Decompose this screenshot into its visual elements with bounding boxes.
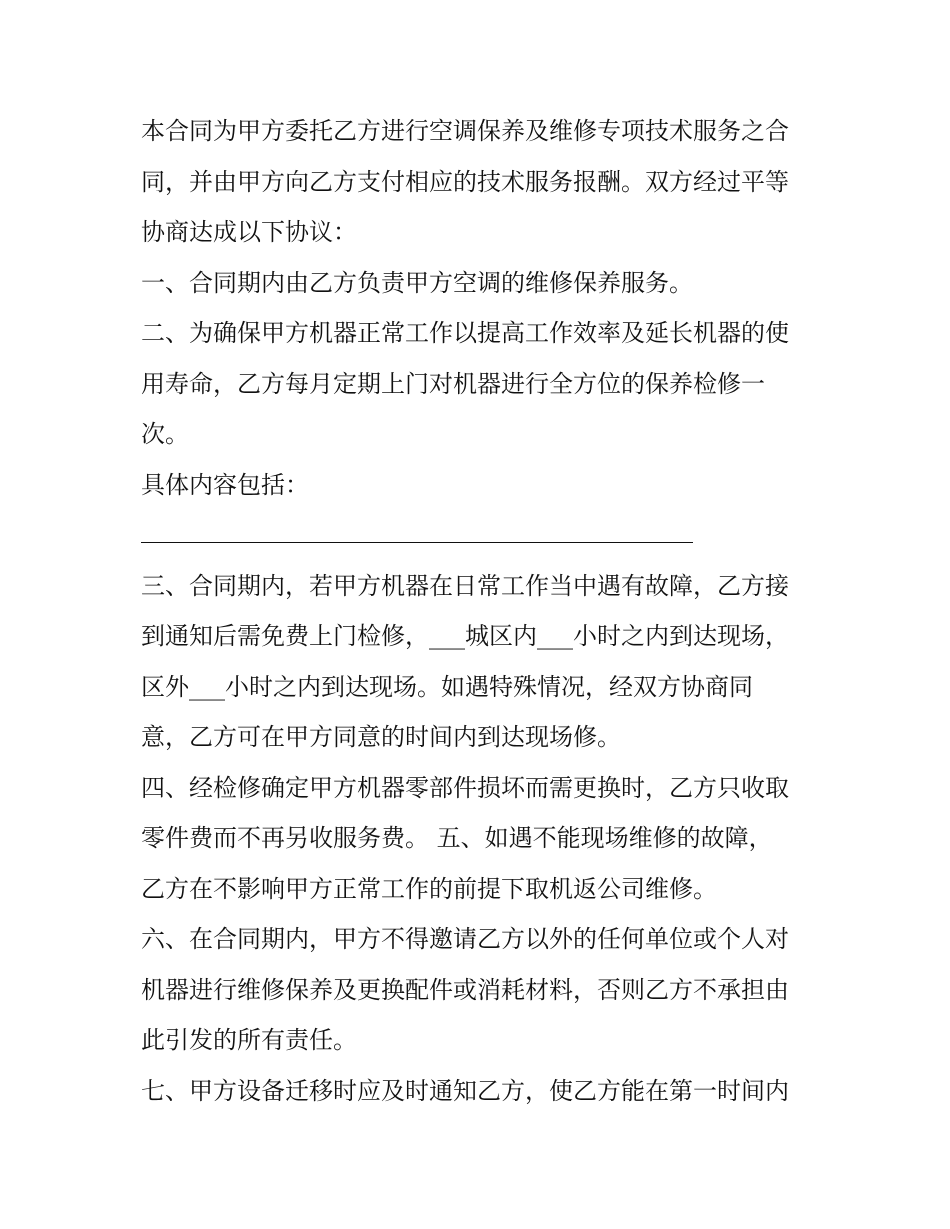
text-line: 协商达成以下协议： [141, 218, 357, 246]
clause-2: 二、为确保甲方机器正常工作以提高工作效率及延长机器的使 [141, 319, 789, 347]
text-line: 意，乙方可在甲方同意的时间内到达现场修。 [141, 723, 621, 751]
clause-7: 七、甲方设备迁移时应及时通知乙方，使乙方能在第一时间内 [141, 1076, 789, 1105]
clause-3: 三、合同期内，若甲方机器在日常工作当中遇有故障，乙方接 [141, 571, 789, 600]
text-line: 本合同为甲方委托乙方进行空调保养及维修专项技术服务之合 [141, 117, 789, 145]
clause-4: 四、经检修确定甲方机器零部件损坏而需更换时，乙方只收取 [141, 773, 789, 802]
text-line: 到通知后需免费上门检修，___城区内___小时之内到达现场， [141, 622, 789, 650]
underline-rule [141, 542, 693, 543]
text-line: 用寿命，乙方每月定期上门对机器进行全方位的保养检修一 [141, 369, 765, 398]
text-line: 此引发的所有责任。 [141, 1026, 357, 1054]
text-line: 区外___小时之内到达现场。如遇特殊情况，经双方协商同 [141, 672, 753, 701]
content-label: 具体内容包括： [141, 470, 309, 499]
clause-6: 六、在合同期内，甲方不得邀请乙方以外的任何单位或个人对 [141, 925, 789, 953]
clause-1: 一、合同期内由乙方负责甲方空调的维修保养服务。 [141, 268, 693, 297]
fill-in-blank-line [141, 510, 821, 561]
text-line: 机器进行维修保养及更换配件或消耗材料，否则乙方不承担由 [141, 975, 789, 1004]
text-line: 同，并由甲方向乙方支付相应的技术服务报酬。双方经过平等 [141, 167, 789, 196]
contract-body [141, 106, 821, 1116]
clause-5: 零件费而不再另收服务费。 五、如遇不能现场维修的故障， [141, 824, 773, 852]
text-line: 乙方在不影响甲方正常工作的前提下取机返公司维修。 [141, 874, 717, 903]
text-line: 次。 [141, 420, 189, 448]
